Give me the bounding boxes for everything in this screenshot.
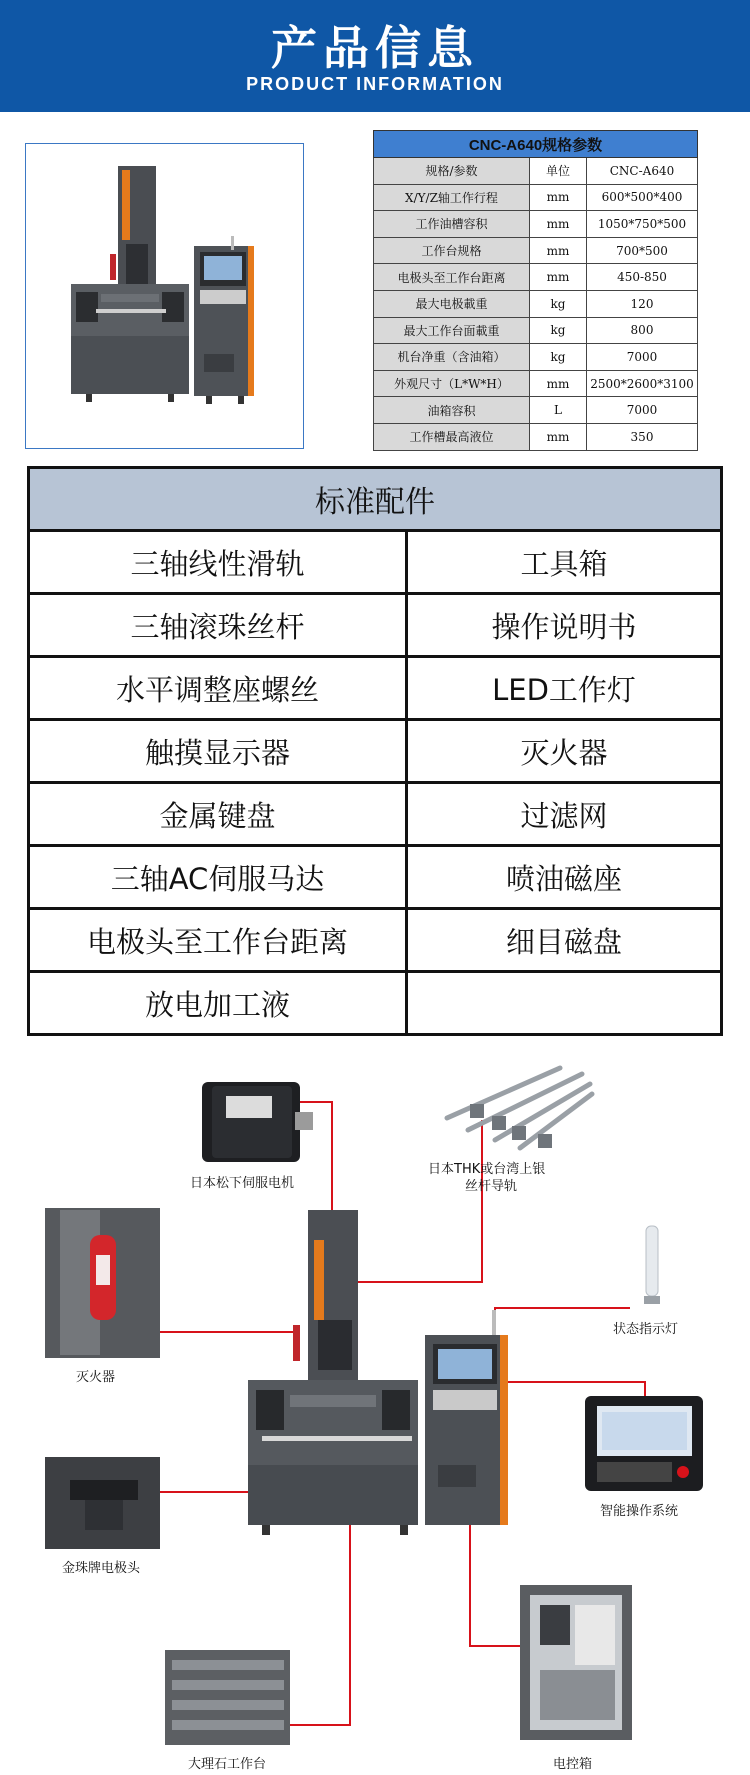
table-row — [29, 846, 722, 909]
table-row — [29, 720, 722, 783]
component-diagram — [0, 1060, 750, 1775]
spec-unit: 单位 — [530, 158, 587, 185]
spec-name: 外观尺寸（L*W*H） — [374, 370, 530, 397]
spec-name: 电极头至工作台距离 — [374, 264, 530, 291]
fire-extinguisher-image — [45, 1208, 160, 1358]
electrode-head-caption: 金珠牌电极头 — [62, 1561, 141, 1576]
spec-value: 7000 — [587, 344, 698, 371]
accessory-item: 电极头至工作台距离 — [29, 909, 407, 972]
servo-motor-caption: 日本松下伺服电机 — [190, 1176, 295, 1191]
spec-value: 120 — [587, 290, 698, 317]
table-row — [374, 344, 698, 371]
page-subtitle: PRODUCT INFORMATION — [246, 74, 504, 94]
accessory-item: 三轴线性滑轨 — [29, 531, 407, 594]
marble-table-caption: 大理石工作台 — [188, 1757, 267, 1772]
table-row — [29, 783, 722, 846]
spec-value: 7000 — [587, 397, 698, 424]
spec-unit: kg — [530, 290, 587, 317]
ball-screw-caption-line2: 丝杆导轨 — [465, 1179, 518, 1194]
page-title: 产品信息 — [271, 21, 479, 75]
spec-name: X/Y/Z轴工作行程 — [374, 184, 530, 211]
fire-extinguisher-caption: 灭火器 — [76, 1370, 116, 1385]
electric-cabinet-image — [520, 1585, 632, 1740]
spec-name: 最大电极載重 — [374, 290, 530, 317]
table-row — [374, 317, 698, 344]
accessory-item: 细目磁盘 — [407, 909, 722, 972]
table-row — [374, 397, 698, 424]
accessory-item: 工具箱 — [407, 531, 722, 594]
spec-name: 工作油槽容积 — [374, 211, 530, 238]
spec-name: 机台净重（含油箱） — [374, 344, 530, 371]
accessory-item — [407, 972, 722, 1035]
electric-cabinet-caption: 电控箱 — [553, 1757, 593, 1772]
accessory-item: 触摸显示器 — [29, 720, 407, 783]
table-row — [374, 237, 698, 264]
table-row — [374, 158, 698, 185]
machine-photo — [25, 143, 304, 449]
spec-value: 350 — [587, 423, 698, 450]
spec-name: 工作台规格 — [374, 237, 530, 264]
table-row — [374, 264, 698, 291]
spec-unit: mm — [530, 237, 587, 264]
spec-unit: mm — [530, 370, 587, 397]
spec-unit: mm — [530, 423, 587, 450]
accessories-title: 标准配件 — [29, 468, 722, 531]
spec-unit: mm — [530, 264, 587, 291]
main-machine-image — [248, 1210, 508, 1535]
servo-motor-image — [202, 1082, 313, 1162]
spec-value: 800 — [587, 317, 698, 344]
table-row — [29, 657, 722, 720]
accessory-item: 放电加工液 — [29, 972, 407, 1035]
spec-value: 600*500*400 — [587, 184, 698, 211]
table-row — [374, 211, 698, 238]
spec-unit: L — [530, 397, 587, 424]
accessory-item: 喷油磁座 — [407, 846, 722, 909]
spec-unit: kg — [530, 317, 587, 344]
spec-table — [373, 130, 698, 451]
component-diagram-graphic — [0, 1060, 750, 1775]
status-lamp-image — [644, 1226, 660, 1304]
accessory-item: 三轴滚珠丝杆 — [29, 594, 407, 657]
spec-value: 700*500 — [587, 237, 698, 264]
table-row — [29, 909, 722, 972]
status-lamp-caption: 状态指示灯 — [613, 1322, 679, 1337]
machine-illustration — [26, 144, 304, 449]
spec-value: CNC-A640 — [587, 158, 698, 185]
spec-unit: mm — [530, 184, 587, 211]
table-row — [374, 290, 698, 317]
table-row — [29, 531, 722, 594]
spec-name: 工作槽最高液位 — [374, 423, 530, 450]
table-row — [374, 423, 698, 450]
spec-table-title: CNC-A640规格参数 — [374, 131, 698, 158]
spec-name: 规格/参数 — [374, 158, 530, 185]
accessory-item: 金属键盘 — [29, 783, 407, 846]
control-panel-caption: 智能操作系统 — [600, 1504, 679, 1519]
spec-name: 最大工作台面載重 — [374, 317, 530, 344]
accessory-item: 操作说明书 — [407, 594, 722, 657]
accessory-item: 三轴AC伺服马达 — [29, 846, 407, 909]
table-row — [29, 594, 722, 657]
spec-unit: mm — [530, 211, 587, 238]
accessory-item: 灭火器 — [407, 720, 722, 783]
control-panel-image — [585, 1396, 703, 1491]
spec-name: 油箱容积 — [374, 397, 530, 424]
electrode-head-image — [45, 1457, 160, 1549]
spec-value: 2500*2600*3100 — [587, 370, 698, 397]
marble-table-image — [165, 1650, 290, 1745]
accessory-item: LED工作灯 — [407, 657, 722, 720]
table-row — [29, 972, 722, 1035]
accessories-table — [27, 466, 723, 1036]
accessory-item: 水平调整座螺丝 — [29, 657, 407, 720]
spec-value: 450-850 — [587, 264, 698, 291]
table-row — [374, 370, 698, 397]
spec-value: 1050*750*500 — [587, 211, 698, 238]
spec-unit: kg — [530, 344, 587, 371]
table-row — [374, 184, 698, 211]
ball-screw-caption-line1: 日本THK或台湾上银 — [428, 1162, 546, 1177]
accessory-item: 过滤网 — [407, 783, 722, 846]
page-header — [0, 0, 750, 112]
